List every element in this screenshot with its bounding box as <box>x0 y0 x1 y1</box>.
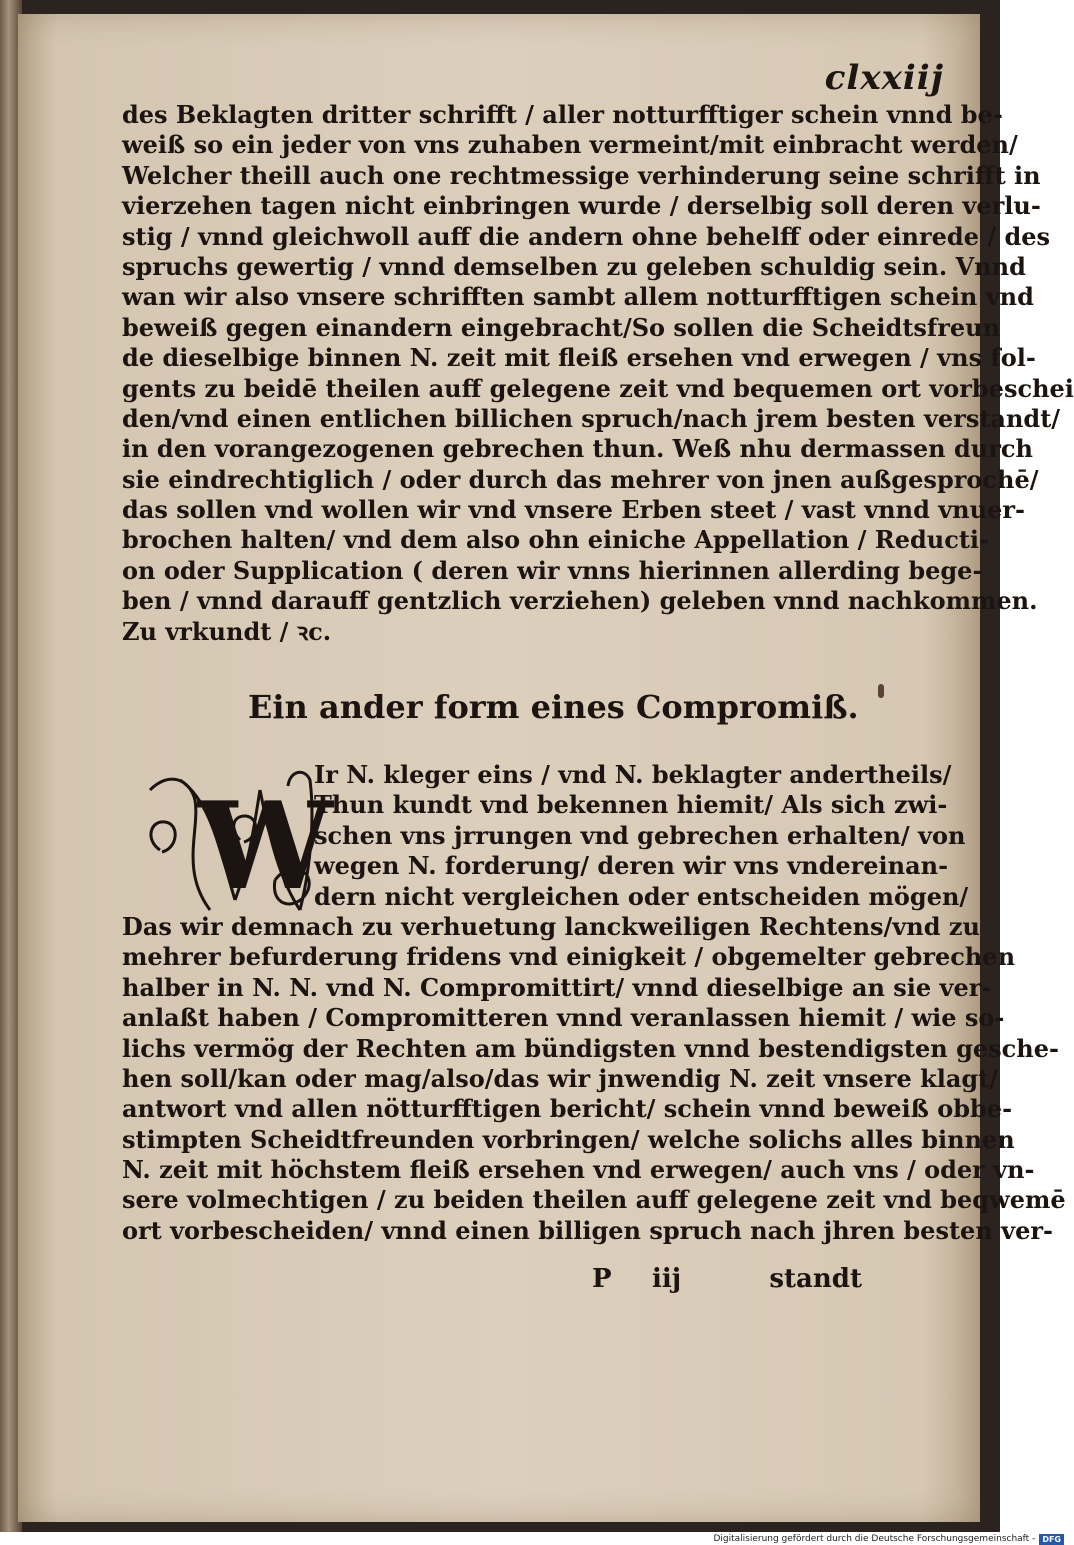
dfg-logo: DFG <box>1039 1534 1064 1545</box>
signature-mark: P <box>592 1264 612 1294</box>
text-line: wegen N. forderung/ deren wir vns vndereinan- <box>314 851 949 881</box>
folio-number: clxxiij <box>824 58 944 98</box>
text-line: Zu vrkundt / ꝛc. <box>122 616 332 646</box>
text-line: de dieselbige binnen N. zeit mit fleiß ersehen vnd erwegen / vns fol- <box>122 343 1036 373</box>
text-line: gents zu beidē theilen auff gelegene zeit vnd bequemen ort vorbeschei <box>122 373 1074 403</box>
text-line: Das wir demnach zu verhuetung lanckweiligen Rechtens/vnd zu <box>122 911 980 941</box>
text-line: brochen halten/ vnd dem also ohn einiche Appellation / Reducti- <box>122 525 989 555</box>
text-line: anlaßt haben / Compromitteren vnnd veranlassen hiemit / wie so- <box>122 1003 1005 1033</box>
page-footer <box>122 1264 862 1300</box>
text-line: lichs vermög der Rechten am bündigsten vnnd bestendigsten gesche- <box>122 1033 1059 1063</box>
text-line: dern nicht vergleichen oder entscheiden mögen/ <box>314 881 969 911</box>
text-line: beweiß gegen einandern eingebracht/So sollen die Scheidtsfreun <box>122 312 1001 342</box>
initial-letter: W <box>198 776 333 917</box>
text-line: mehrer befurderung fridens vnd einigkeit / obgemelter gebrechen <box>122 942 1016 972</box>
text-line: Welcher theill auch one rechtmessige verhinderung seine schrifft in <box>122 160 1041 190</box>
text-line: weiß so ein jeder von vns zuhaben vermeint/mit einbracht werden/ <box>122 130 1018 160</box>
ink-stain <box>878 684 884 698</box>
text-line: vierzehen tagen nicht einbringen wurde / derselbig soll deren verlu- <box>122 191 1041 221</box>
text-line: on oder Supplication ( deren wir vnns hierinnen allerding bege- <box>122 555 983 585</box>
paragraph-1 <box>122 100 1074 647</box>
text-line: wan wir also vnsere schrifften sambt allem notturfftigen schein vnd <box>122 282 1034 312</box>
text-line: halber in N. N. vnd N. Compromittirt/ vnnd dieselbige an sie ver- <box>122 972 992 1002</box>
digitization-credit <box>713 1533 1064 1545</box>
text-line: hen soll/kan oder mag/also/das wir jnwendig N. zeit vnsere klagt/ <box>122 1063 998 1093</box>
text-line: stig / vnnd gleichwoll auff die andern ohne behelff oder einrede / des <box>122 221 1051 251</box>
text-line: den/vnd einen entlichen billichen spruch/nach jrem besten verstandt/ <box>122 403 1061 433</box>
text-line: schen vns jrrungen vnd gebrechen erhalten/ von <box>314 820 966 850</box>
text-line: Thun kundt vnd bekennen hiemit/ Als sich zwi- <box>314 790 948 820</box>
text-line: in den vorangezogenen gebrechen thun. Weß nhu dermassen durch <box>122 434 1033 464</box>
text-line: sie eindrechtiglich / oder durch das mehrer von jnen außgesprochē/ <box>122 464 1039 494</box>
text-line: ort vorbescheiden/ vnnd einen billigen spruch nach jhren besten ver- <box>122 1215 1053 1245</box>
text-line: antwort vnd allen nötturfftigen bericht/ schein vnnd beweiß obbe- <box>122 1094 1013 1124</box>
text-line: das sollen vnd wollen wir vnd vnsere Erben steet / vast vnnd vnuer- <box>122 495 1025 525</box>
text-line: des Beklagten dritter schrifft / aller notturfftiger schein vnnd be- <box>122 100 1003 129</box>
text-line: stimpten Scheidtfreunden vorbringen/ welche solichs alles binnen <box>122 1124 1015 1154</box>
text-line: spruchs gewertig / vnnd demselben zu geleben schuldig sein. Vnnd <box>122 251 1026 281</box>
catchword: standt <box>769 1264 862 1294</box>
section-heading: Ein ander form eines Compromiß. <box>248 688 859 726</box>
paragraph-2 <box>122 760 1066 1246</box>
text-line: ben / vnnd darauff gentzlich verziehen) geleben vnnd nachkommen. <box>122 586 1038 616</box>
text-line: Ir N. kleger eins / vnd N. beklagter andertheils/ <box>314 760 952 789</box>
credit-text: Digitalisierung gefördert durch die Deutsche Forschungsgemeinschaft - <box>713 1534 1036 1544</box>
text-line: sere volmechtigen / zu beiden theilen auff gelegene zeit vnd beqwemē <box>122 1185 1066 1215</box>
text-line: N. zeit mit höchstem fleiß ersehen vnd erwegen/ auch vns / oder vn- <box>122 1155 1035 1185</box>
signature-number: iij <box>652 1264 682 1294</box>
